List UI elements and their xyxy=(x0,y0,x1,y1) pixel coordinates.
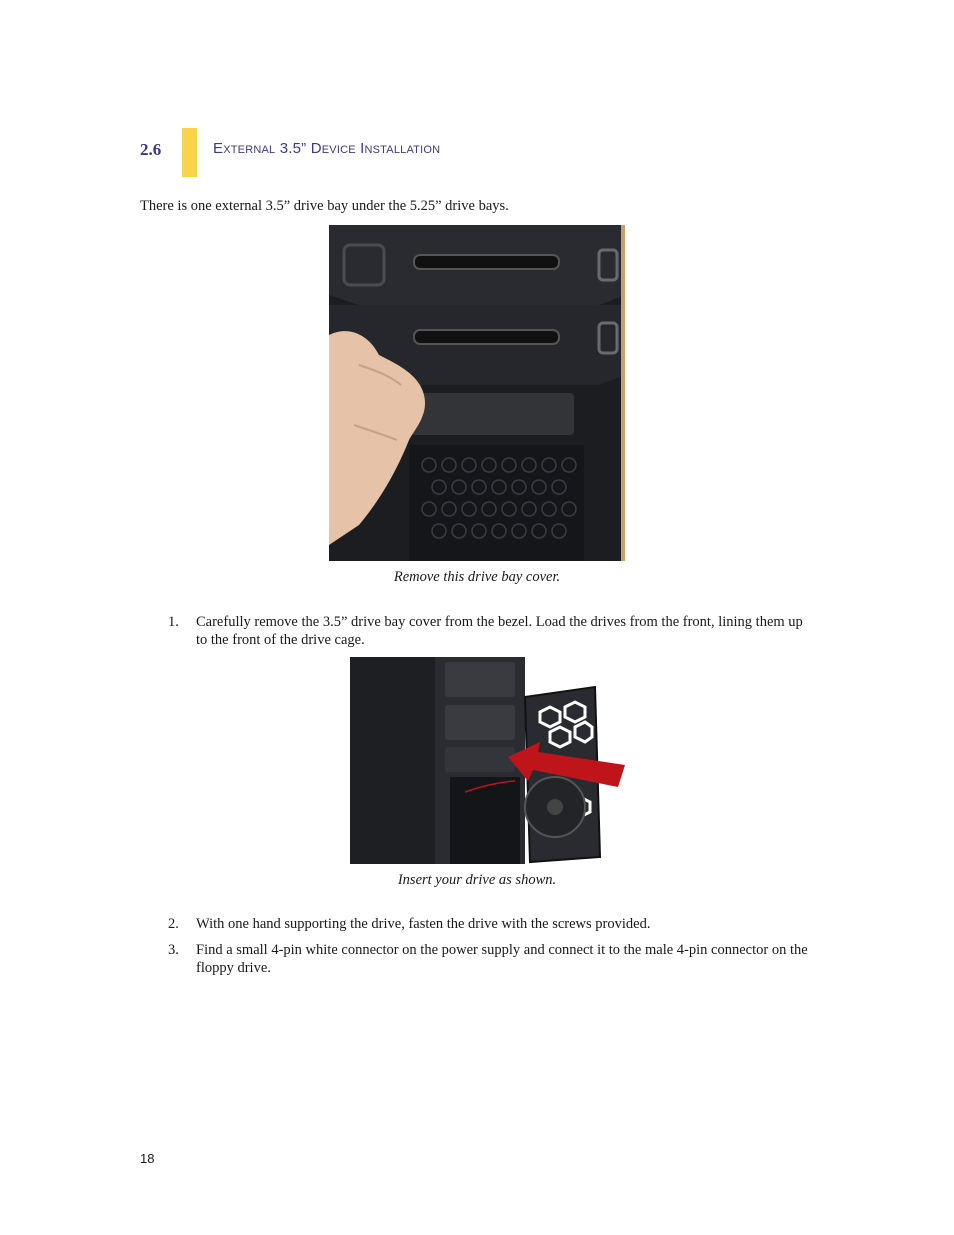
step-text: Carefully remove the 3.5” drive bay cover from the bezel. Load the drives from the front, lining them up to the front of the drive cage. xyxy=(196,614,803,648)
step-text: Find a small 4-pin white connector on the power supply and connect it to the male 4-pin connector on the floppy drive. xyxy=(196,942,808,976)
intro-paragraph: There is one external 3.5” drive bay under the 5.25” drive bays. xyxy=(140,198,509,214)
step-number: 1. xyxy=(168,614,179,630)
step-text: With one hand supporting the drive, fasten the drive with the screws provided. xyxy=(196,916,651,932)
accent-bar xyxy=(182,128,197,177)
section-title: External 3.5” Device Installation xyxy=(213,140,441,157)
section-heading xyxy=(0,128,954,178)
step-number: 3. xyxy=(168,942,179,958)
page-number: 18 xyxy=(140,1151,155,1166)
insert-drive-photo xyxy=(350,657,632,864)
drive-bay-cover-photo xyxy=(329,225,625,561)
figure-caption-1: Remove this drive bay cover. xyxy=(393,569,561,585)
figure-caption-2: Insert your drive as shown. xyxy=(397,872,557,888)
section-number: 2.6 xyxy=(140,140,162,159)
step-number: 2. xyxy=(168,916,179,932)
